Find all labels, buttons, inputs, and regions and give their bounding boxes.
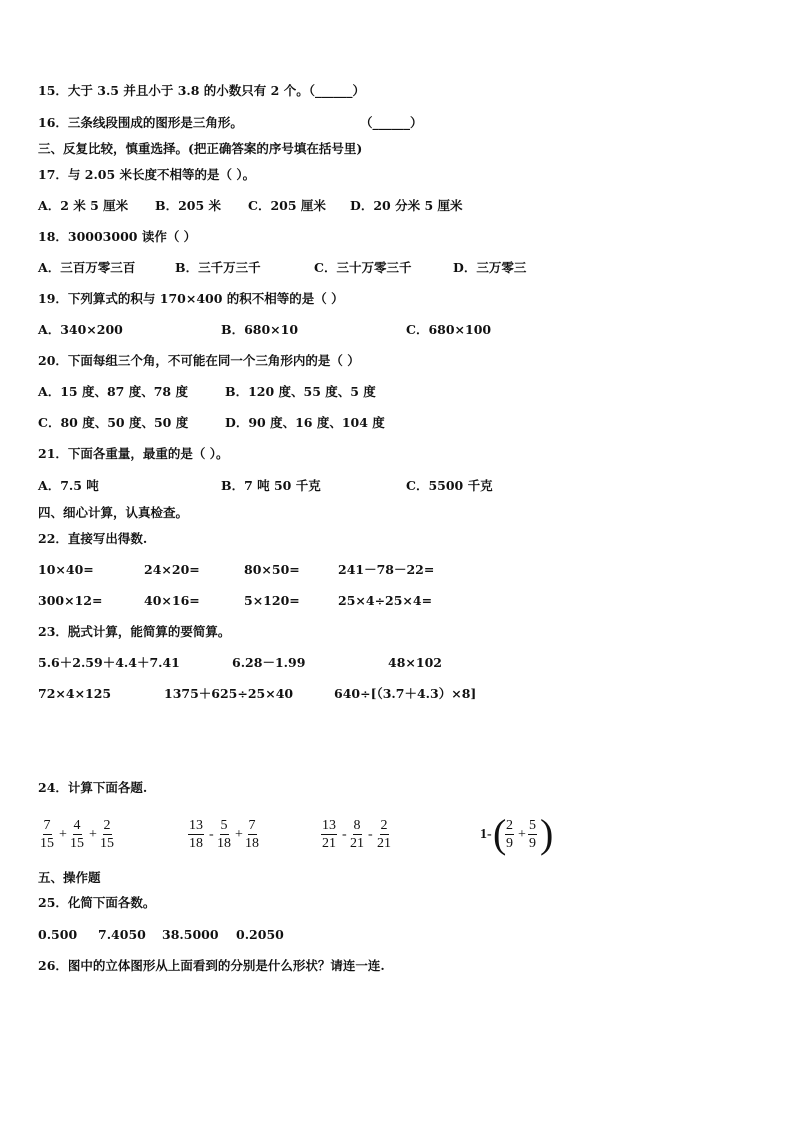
q21-option-a: A．7.5 吨 [38,478,99,493]
q22-item: 10×40= [38,562,94,577]
fraction: $\frac{13}{18}$ [189,818,203,851]
q16-blank: （______） [360,115,423,130]
q19-option-a: A．340×200 [38,322,123,337]
fraction: $\frac{7}{15}$ [40,818,54,851]
q22-item: 25×4÷25×4= [338,593,433,608]
q22-item: 80×50= [244,562,300,577]
q25-number: 38.5000 [162,927,219,942]
q25-number: 0.500 [38,927,78,942]
q21-option-b: B．7 吨 50 千克 [221,478,321,493]
operator: + [518,827,526,842]
q20-option-b: B．120 度、55 度、5 度 [225,384,376,399]
q23-item: 72×4×125 [38,686,112,701]
fraction: $\frac{5}{18}$ [217,818,231,851]
q25-line: 25．化简下面各数。 [38,895,156,910]
operator: + [89,827,97,842]
q22-item: 300×12= [38,593,103,608]
q16-line: 16．三条线段围成的图形是三角形。 [38,115,243,130]
q24-line: 24．计算下面各题. [38,780,148,795]
q20-option-a: A．15 度、87 度、78 度 [38,384,188,399]
q22-line: 22．直接写出得数. [38,531,148,546]
operator: - [368,827,373,842]
q18-line: 18．30003000 读作（ ） [38,229,197,244]
q15-line: 15．大于 3.5 并且小于 3.8 的小数只有 2 个。（______） [38,83,365,98]
q17-option-a: A．2 米 5 厘米 [38,198,129,213]
q17-option-d: D．20 分米 5 厘米 [350,198,463,213]
q22-item: 5×120= [244,593,300,608]
q19-line: 19．下列算式的积与 170×400 的积不相等的是（ ） [38,291,344,306]
q25-number: 7.4050 [98,927,146,942]
q23-item: 1375＋625÷25×40 [164,686,294,701]
q22-item: 241－78－22= [338,562,435,577]
operator: 1- [480,827,492,842]
q18-option-c: C．三十万零三千 [314,260,412,275]
operator: + [235,827,243,842]
fraction: $\frac{13}{21}$ [322,818,336,851]
q25-number: 0.2050 [236,927,284,942]
q23-item: 48×102 [388,655,442,670]
operator: - [342,827,347,842]
fraction: $\frac{4}{15}$ [70,818,84,851]
q19-option-c: C．680×100 [406,322,492,337]
operator: - [209,827,214,842]
fraction: $\frac{7}{18}$ [245,818,259,851]
section-3-heading: 三、反复比较，慎重选择。(把正确答案的序号填在括号里) [38,141,363,156]
left-paren: ( [493,811,507,856]
q20-option-d: D．90 度、16 度、104 度 [225,415,385,430]
q19-option-b: B．680×10 [221,322,299,337]
q17-line: 17．与 2.05 米长度不相等的是（ ）。 [38,167,256,182]
fraction: $\frac{2}{9}$ [506,818,513,851]
q20-line: 20．下面每组三个角，不可能在同一个三角形内的是（ ） [38,353,360,368]
q23-item: 6.28－1.99 [232,655,306,670]
q23-item: 5.6＋2.59＋4.4＋7.41 [38,655,180,670]
section-5-heading: 五、操作题 [38,870,101,885]
section-4-heading: 四、细心计算，认真检查。 [38,505,189,520]
fraction: $\frac{8}{21}$ [350,818,364,851]
q18-option-b: B．三千万三千 [175,260,261,275]
q23-item: 640÷[（3.7＋4.3）×8] [334,686,477,701]
q17-option-c: C．205 厘米 [248,198,326,213]
q22-item: 24×20= [144,562,200,577]
q20-option-c: C．80 度、50 度、50 度 [38,415,189,430]
q22-item: 40×16= [144,593,200,608]
right-paren: ) [540,811,554,856]
fraction: $\frac{2}{15}$ [100,818,114,851]
q18-option-a: A．三百万零三百 [38,260,136,275]
q23-line: 23．脱式计算，能简算的要简算。 [38,624,231,639]
q18-option-d: D．三万零三 [453,260,527,275]
q17-option-b: B．205 米 [155,198,222,213]
fraction: $\frac{2}{21}$ [377,818,391,851]
q21-line: 21．下面各重量，最重的是（ ）。 [38,446,229,461]
fraction: $\frac{5}{9}$ [529,818,536,851]
q21-option-c: C．5500 千克 [406,478,493,493]
operator: + [59,827,67,842]
q26-line: 26．图中的立体图形从上面看到的分别是什么形状？请连一连. [38,958,385,973]
